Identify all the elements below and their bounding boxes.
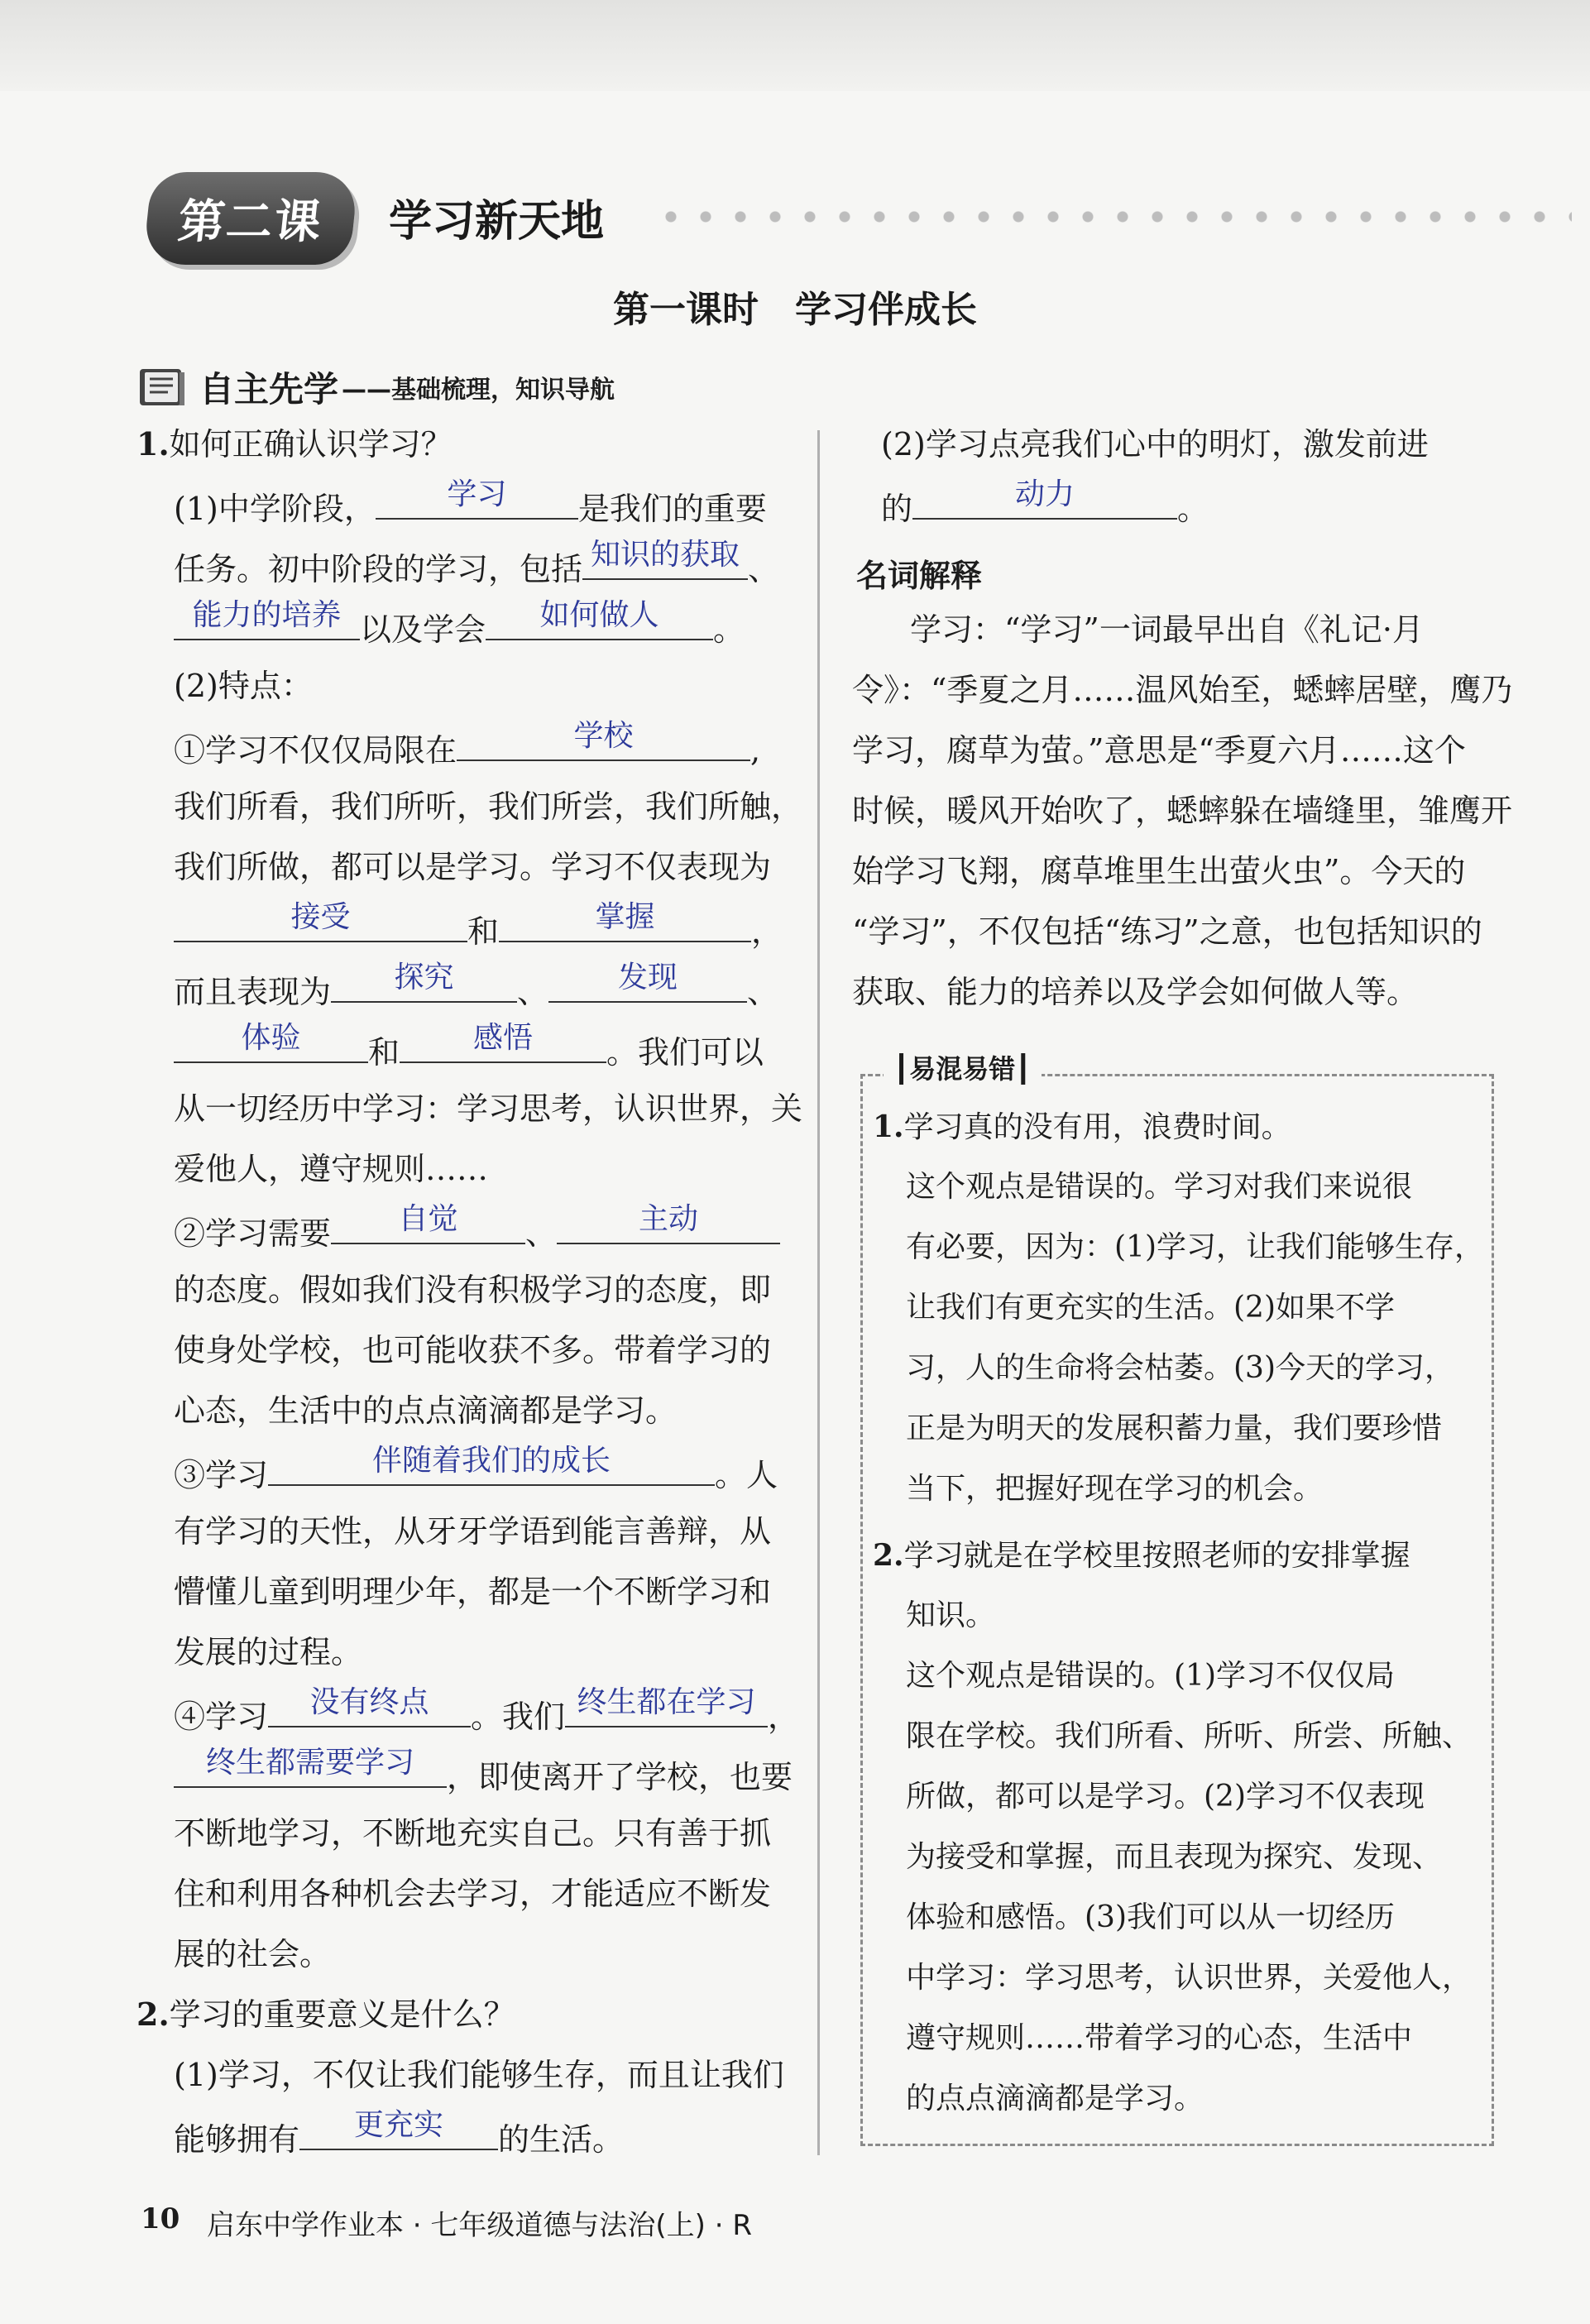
scan-top-shadow	[0, 0, 1590, 91]
handwritten-answer: 主动	[639, 1202, 699, 1236]
handwritten-answer: 自觉	[398, 1202, 458, 1236]
question-2	[136, 1995, 515, 2034]
text: ②学习需要	[174, 1215, 332, 1252]
mistake-item-2	[873, 1536, 1410, 1575]
answer-blank	[331, 961, 517, 1003]
answer-blank	[499, 900, 751, 942]
answer-blank	[299, 2108, 498, 2150]
text: ，即使离开了学校，也要	[447, 1759, 793, 1795]
handwritten-answer: 终生都需要学习	[205, 1746, 414, 1780]
mistake-item-1	[873, 1107, 1291, 1147]
term-line: “学习”，不仅包括“练习”之意，也包括知识的	[852, 913, 1482, 950]
mistake-answer-line: 当下，把握好现在学习的机会。	[906, 1472, 1324, 1506]
text: (1)中学阶段，	[174, 491, 376, 527]
handwritten-answer: 发现	[618, 961, 678, 994]
term-line: 学习，腐草为萤。”意思是“季夏六月……这个	[852, 732, 1466, 769]
handwritten-answer: 掌握	[595, 900, 655, 934]
text-line	[174, 1021, 764, 1071]
answer-blank	[376, 477, 578, 520]
question-number: 1.	[136, 425, 170, 462]
mistake-answer-line: 正是为明天的发展积蓄力量，我们要珍惜	[906, 1411, 1443, 1445]
text-line: 心态，生活中的点点滴滴都是学习。	[174, 1392, 678, 1429]
answer-blank	[174, 1021, 368, 1063]
term-line: 学习：“学习”一词最早出自《礼记·月	[910, 611, 1424, 648]
handwritten-answer: 接受	[290, 900, 351, 934]
mistake-answer-line: 所做，都可以是学习。(2)学习不仅表现	[906, 1780, 1425, 1814]
term-line: 时候，暖风开始吹了，蟋蟀躲在墙缝里，雏鹰开	[852, 793, 1513, 829]
question-title: 学习的重要意义是什么？	[169, 1996, 515, 2033]
text-line: 发展的过程。	[174, 1634, 363, 1670]
period-title: 第一课时 学习伴成长	[613, 289, 977, 331]
text-line: 从一切经历中学习：学习思考，认识世界，关	[174, 1090, 803, 1127]
answer-blank	[548, 961, 747, 1003]
text-line: (1)学习，不仅让我们能够生存，而且让我们	[174, 2057, 784, 2093]
mistake-answer-line: 遵守规则……带着学习的心态，生活中	[906, 2021, 1413, 2055]
text-line	[174, 598, 745, 648]
text-line	[174, 1685, 800, 1735]
text: ③学习	[174, 1457, 269, 1493]
text-line: ①学习不仅仅局限在 学校 ,	[174, 726, 760, 766]
text-line	[174, 538, 780, 587]
text-line	[881, 477, 1209, 527]
text: 。	[713, 611, 745, 648]
section-heading	[136, 362, 615, 412]
text: 能够拥有	[174, 2121, 300, 2158]
handwritten-answer: 能力的培养	[192, 598, 342, 632]
lesson-badge-label: 第二课	[175, 195, 325, 249]
answer-blank	[268, 1685, 471, 1727]
answer-blank	[582, 538, 748, 580]
answer-blank	[557, 1202, 780, 1244]
question-number: 2.	[136, 1996, 170, 2033]
decorative-dots	[654, 211, 1572, 223]
text-line: (2)学习点亮我们心中的明灯，激发前进	[881, 426, 1429, 462]
book-title: 启东中学作业本 · 七年级道德与法治(上) · R	[207, 2209, 752, 2242]
lesson-badge	[142, 172, 359, 265]
answer-blank	[268, 1444, 715, 1486]
text: ，	[768, 1699, 800, 1735]
mistake-answer-line: 有必要，因为：(1)学习，让我们能够生存，	[906, 1230, 1484, 1264]
mistake-answer-line: 这个观点是错误的。(1)学习不仅仅局	[906, 1659, 1395, 1693]
term-line: 获取、能力的培养以及学会如何做人等。	[852, 974, 1419, 1010]
question-number: 2.	[873, 1538, 904, 1573]
mistake-answer-line: 中学习：学习思考，认识世界，关爱他人，	[906, 1961, 1473, 1995]
text: 和	[368, 1034, 400, 1071]
text-line: 我们所看，我们所听，我们所尝，我们所触，	[174, 788, 803, 825]
text: 。人	[715, 1457, 778, 1493]
section-title: 自主先学	[199, 369, 339, 410]
text-line: 懵懂儿童到明理少年，都是一个不断学习和	[174, 1574, 772, 1610]
text: 、	[517, 974, 549, 1010]
text-line	[174, 900, 783, 950]
handwritten-answer: 探究	[394, 961, 454, 994]
common-mistakes-tag: ┃易混易错┃	[884, 1049, 1042, 1089]
term-line: 始学习飞翔，腐草堆里生出萤火虫”。今天的	[852, 853, 1466, 889]
handwritten-answer: 感悟	[473, 1021, 534, 1055]
text-line	[174, 961, 779, 1010]
text: ①学习不仅仅局限在	[174, 732, 457, 769]
mistake-answer-line: 限在学校。我们所看、所听、所尝、所触、	[906, 1719, 1473, 1753]
text-line	[174, 1746, 793, 1795]
text: 。	[1177, 491, 1209, 527]
text: 。我们	[471, 1699, 566, 1735]
question-number: 1.	[873, 1109, 904, 1144]
text-line: 有学习的天性，从牙牙学语到能言善辩，从	[174, 1513, 772, 1550]
book-icon	[136, 364, 188, 410]
question-1	[136, 424, 453, 464]
text: 和	[467, 913, 500, 950]
handwritten-answer: 学习	[447, 477, 507, 511]
text-line: 展的社会。	[174, 1936, 332, 1972]
text: 的生活。	[498, 2121, 625, 2158]
mistake-statement-line: 知识。	[906, 1598, 996, 1632]
answer-blank	[174, 598, 360, 640]
mistake-answer-line: 的点点滴滴都是学习。	[906, 2082, 1204, 2116]
handwritten-answer: 体验	[241, 1021, 301, 1055]
text-line: 我们所做，都可以是学习。学习不仅表现为	[174, 849, 772, 885]
text-line: 住和利用各种机会去学习，才能适应不断发	[174, 1876, 772, 1912]
text: 而且表现为	[174, 974, 332, 1010]
handwritten-answer: 知识的获取	[591, 538, 740, 572]
handwritten-answer: 没有终点	[309, 1685, 429, 1719]
text-line	[174, 1202, 780, 1252]
handwritten-answer: 学校	[573, 719, 634, 753]
text: ④学习	[174, 1699, 269, 1735]
mistake-answer-line: 习，人的生命将会枯萎。(3)今天的学习，	[906, 1351, 1454, 1385]
text: 以及学会	[360, 611, 486, 648]
text-line: 的态度。假如我们没有积极学习的态度，即	[174, 1272, 772, 1308]
text-line: 不断地学习，不断地充实自己。只有善于抓	[174, 1815, 772, 1852]
mistake-answer-line: 为接受和掌握，而且表现为探究、发现、	[906, 1840, 1443, 1874]
text-line	[174, 477, 767, 527]
text: 是我们的重要	[577, 491, 767, 527]
section-subtitle: ——基础梳理，知识导航	[342, 376, 615, 405]
text: 。我们可以	[606, 1034, 764, 1071]
answer-blank	[174, 1746, 447, 1788]
handwritten-answer: 更充实	[354, 2108, 444, 2142]
text-line	[174, 1444, 778, 1493]
text-line: (2)特点：	[174, 668, 313, 704]
text: ，	[751, 913, 783, 950]
term-line: 令》：“季夏之月……温风始至，蟋蟀居壁，鹰乃	[852, 672, 1513, 708]
text: 、	[525, 1215, 558, 1252]
page-number: 10	[141, 2202, 180, 2235]
question-title: 如何正确认识学习？	[169, 426, 453, 462]
mistake-statement: 学习真的没有用，浪费时间。	[903, 1110, 1291, 1144]
text-line	[174, 2108, 625, 2158]
answer-blank	[486, 598, 713, 640]
answer-blank	[912, 477, 1177, 520]
text: 、	[748, 551, 780, 587]
text: 的	[881, 491, 913, 527]
text: 任务。初中阶段的学习，包括	[174, 551, 583, 587]
handwritten-answer: 终生都在学习	[577, 1685, 756, 1719]
answer-blank	[331, 1202, 525, 1244]
column-divider	[817, 430, 820, 2155]
answer-blank	[565, 1685, 768, 1727]
text-line: 爱他人，遵守规则……	[174, 1151, 489, 1187]
handwritten-answer: 伴随着我们的成长	[372, 1444, 611, 1478]
answer-blank	[457, 719, 750, 761]
lesson-title: 学习新天地	[389, 197, 605, 247]
term-heading: 名词解释	[856, 558, 983, 594]
mistake-answer-line: 这个观点是错误的。学习对我们来说很	[906, 1170, 1413, 1204]
text-line: 使身处学校，也可能收获不多。带着学习的	[174, 1332, 772, 1368]
handwritten-answer: 如何做人	[539, 598, 659, 632]
text: 、	[747, 974, 779, 1010]
mistake-statement: 学习就是在学校里按照老师的安排掌握	[903, 1539, 1410, 1573]
answer-blank	[174, 900, 467, 942]
mistake-answer-line: 体验和感悟。(3)我们可以从一切经历	[906, 1900, 1395, 1934]
answer-blank	[400, 1021, 606, 1063]
mistake-answer-line: 让我们有更充实的生活。(2)如果不学	[906, 1291, 1395, 1325]
handwritten-answer: 动力	[1015, 477, 1075, 511]
